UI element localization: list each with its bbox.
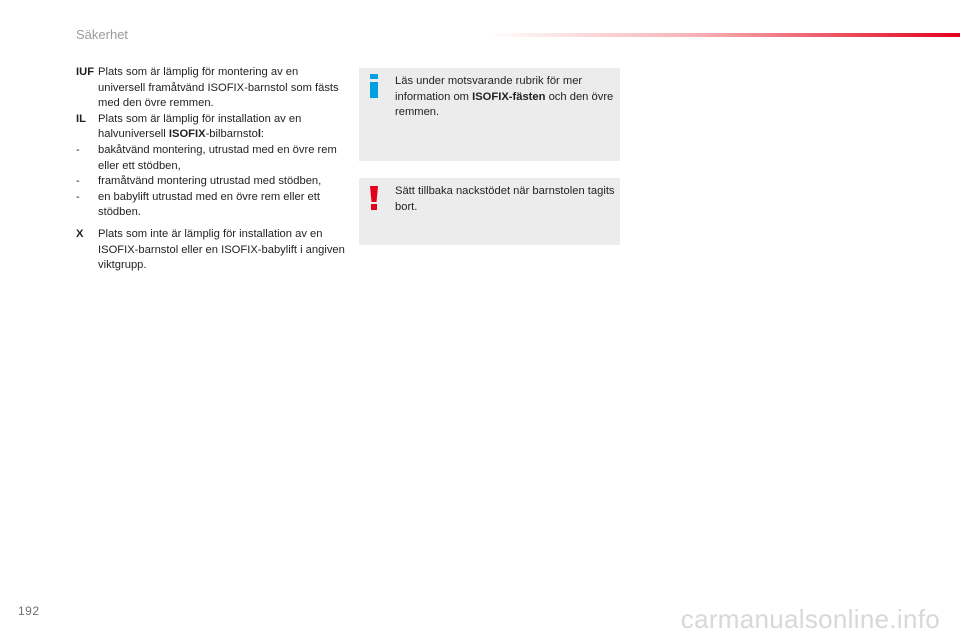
definition-il-text-before: Plats som är lämplig för installation av en halvuniversell — [98, 112, 302, 141]
exclamation-icon — [367, 186, 381, 210]
definitions-column — [76, 65, 346, 274]
warning-box — [359, 178, 620, 245]
dash-bullet: - — [76, 175, 80, 188]
list-item — [76, 174, 346, 190]
definition-il-bold2: l — [257, 128, 261, 141]
definition-il — [76, 112, 346, 143]
dash-bullet: - — [76, 143, 80, 156]
list-item-text: framåtvänd montering utrustad med stödben, — [98, 175, 322, 188]
term-il: IL — [76, 112, 86, 125]
term-iuf: IUF — [76, 66, 95, 78]
list-item-text: en babylift utrustad med en övre rem eller ett stödben. — [98, 190, 320, 219]
list-item — [76, 190, 346, 221]
section-title: Säkerhet — [76, 27, 129, 42]
il-sublist — [76, 143, 346, 221]
dash-bullet: - — [76, 190, 80, 203]
info-text-after: och den övre remmen. — [395, 90, 614, 119]
info-box-text — [395, 74, 615, 121]
definition-iuf-text: Plats som är lämplig för montering av en universell framåtvänd ISOFIX-barnstol som fästs med den övre remmen. — [98, 66, 339, 110]
info-text-bold: ISOFIX-fästen — [472, 90, 546, 103]
definition-x — [76, 227, 346, 274]
definition-il-text-after: : — [260, 128, 265, 141]
definition-il-bold: ISOFIX — [168, 128, 206, 141]
info-text-before: Läs under motsvarande rubrik för mer information om — [395, 75, 583, 103]
list-item-text: bakåtvänd montering, utrustad med en övre rem eller ett stödben, — [98, 143, 337, 172]
definition-il-text-mid: -bilbarnsto — [205, 128, 258, 141]
warning-box-text: Sätt tillbaka nackstödet när barnstolen tagits bort. — [395, 185, 615, 213]
info-box — [359, 68, 620, 161]
list-item — [76, 143, 346, 174]
definition-x-text: Plats som inte är lämplig för installation av en ISOFIX-barnstol eller en ISOFIX-babylift i angiven viktgrupp. — [98, 227, 345, 272]
info-icon — [367, 74, 381, 98]
page-number: 192 — [18, 604, 40, 618]
definition-iuf — [76, 65, 346, 112]
watermark: carmanualsonline.info — [680, 604, 940, 634]
header-rule — [486, 33, 960, 37]
term-x: X — [76, 227, 84, 240]
